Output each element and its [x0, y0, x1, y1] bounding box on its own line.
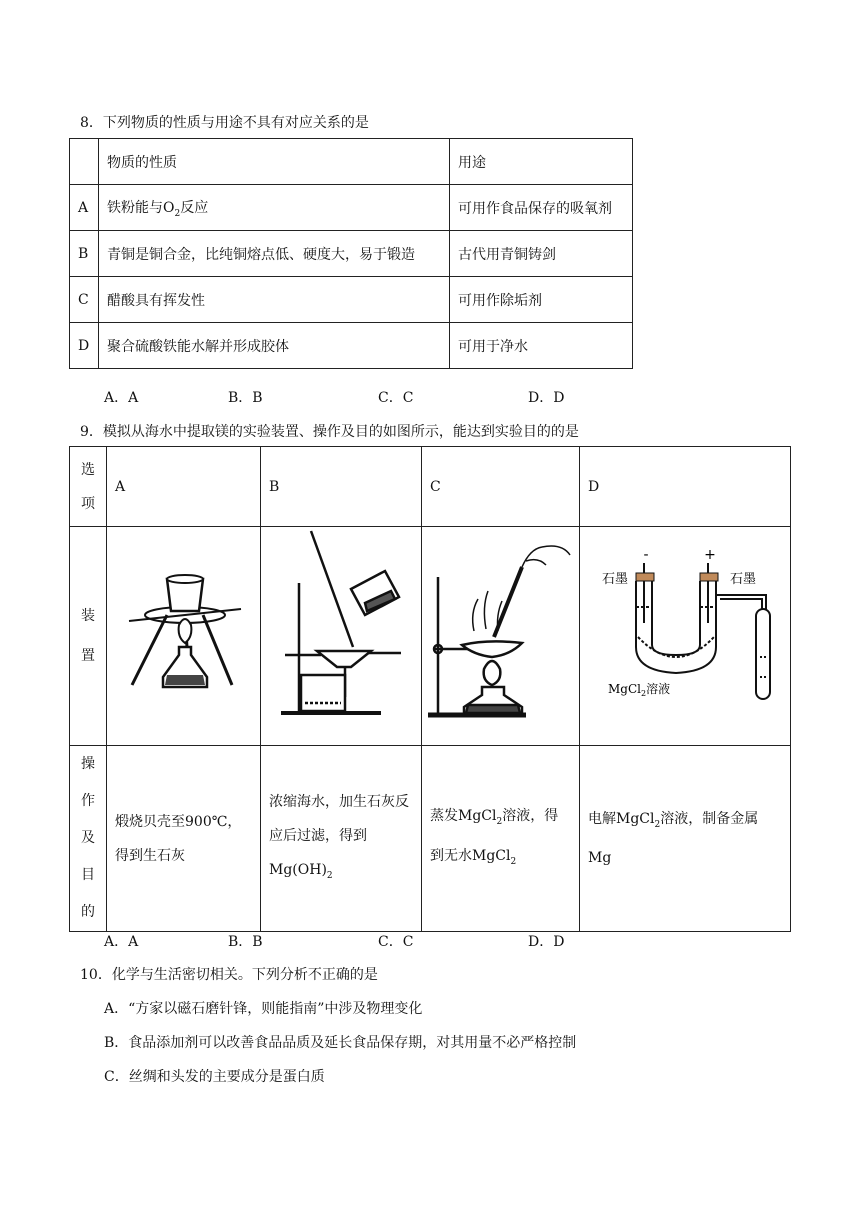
minus-label: -: [643, 547, 649, 563]
device-c: [422, 527, 580, 746]
solution-label: MgCl$_2$溶液: [608, 682, 671, 698]
option-d[interactable]: D．D: [528, 390, 565, 406]
op-a: 煅烧贝壳至900℃，得到生石灰: [107, 746, 261, 932]
q8-table: [69, 138, 633, 369]
device-d: [580, 527, 791, 746]
col-head: 选项: [70, 447, 107, 527]
option-a[interactable]: A．A: [104, 390, 139, 406]
q10-choice-b[interactable]: B．食品添加剂可以改善食品品质及延长食品保存期，对其用量不必严格控制: [104, 1035, 577, 1051]
op-b: 浓缩海水，加生石灰反应后过滤，得到 $Mg(OH)_2$: [261, 746, 422, 932]
row-key: B: [70, 231, 99, 277]
q10-choice-a[interactable]: A．“方家以磁石磨针锋，则能指南”中涉及物理变化: [104, 1001, 423, 1017]
option-b[interactable]: B．B: [228, 390, 263, 406]
col-b: B: [261, 447, 422, 527]
option-a[interactable]: A．A: [104, 934, 139, 950]
crucible-apparatus-icon: [107, 527, 259, 741]
evaporation-apparatus-icon: [422, 527, 579, 741]
row-use: 可用作食品保存的吸氧剂: [450, 185, 633, 231]
table-row: [70, 746, 791, 932]
row-use: 可用作除垢剂: [450, 277, 633, 323]
table-header: 用途: [450, 139, 633, 185]
row-property: 醋酸具有挥发性: [99, 277, 450, 323]
row-use: 可用于净水: [450, 323, 633, 369]
col-c: C: [422, 447, 580, 527]
plus-label: +: [704, 547, 716, 563]
op-d: 电解MgCl$_2$溶液，制备金属 Mg: [580, 746, 791, 932]
q10-choice-c[interactable]: C．丝绸和头发的主要成分是蛋白质: [104, 1069, 325, 1085]
row-property: 青铜是铜合金，比纯铜熔点低、硬度大，易于锻造: [99, 231, 450, 277]
table-row: [70, 139, 633, 185]
electrolysis-apparatus-icon: [580, 527, 790, 741]
row-property: 铁粉能与$O_2$反应: [99, 185, 450, 231]
table-row: [70, 185, 633, 231]
row-use: 古代用青铜铸剑: [450, 231, 633, 277]
table-header: 物质的性质: [99, 139, 450, 185]
row-key: A: [70, 185, 99, 231]
table-row: [70, 323, 633, 369]
table-row: [70, 447, 791, 527]
row-key: C: [70, 277, 99, 323]
row-property: 聚合硫酸铁能水解并形成胶体: [99, 323, 450, 369]
row-device-label: 装置: [70, 527, 107, 746]
device-b: [261, 527, 422, 746]
row-key: D: [70, 323, 99, 369]
q9-stem: 9．模拟从海水中提取镁的实验装置、操作及目的如图所示，能达到实验目的的是: [80, 424, 579, 440]
option-d[interactable]: D．D: [528, 934, 565, 950]
option-c[interactable]: C．C: [378, 390, 414, 406]
q8-stem: 8．下列物质的性质与用途不具有对应关系的是: [80, 115, 369, 131]
col-d: D: [580, 447, 791, 527]
device-a: [107, 527, 261, 746]
table-row: [70, 527, 791, 746]
option-c[interactable]: C．C: [378, 934, 414, 950]
graphite-right-label: 石墨: [730, 572, 757, 587]
graphite-left-label: 石墨: [602, 572, 629, 587]
q9-table: [69, 446, 791, 932]
filtration-apparatus-icon: [261, 527, 421, 741]
op-c: 蒸发MgCl$_2$溶液，得 到无水MgCl$_2$: [422, 746, 580, 932]
row-op-label: 操作及目的: [70, 746, 107, 932]
q10-stem: 10．化学与生活密切相关。下列分析不正确的是: [80, 967, 378, 983]
table-row: [70, 231, 633, 277]
col-a: A: [107, 447, 261, 527]
option-b[interactable]: B．B: [228, 934, 263, 950]
table-cell: [70, 139, 99, 185]
table-row: [70, 277, 633, 323]
